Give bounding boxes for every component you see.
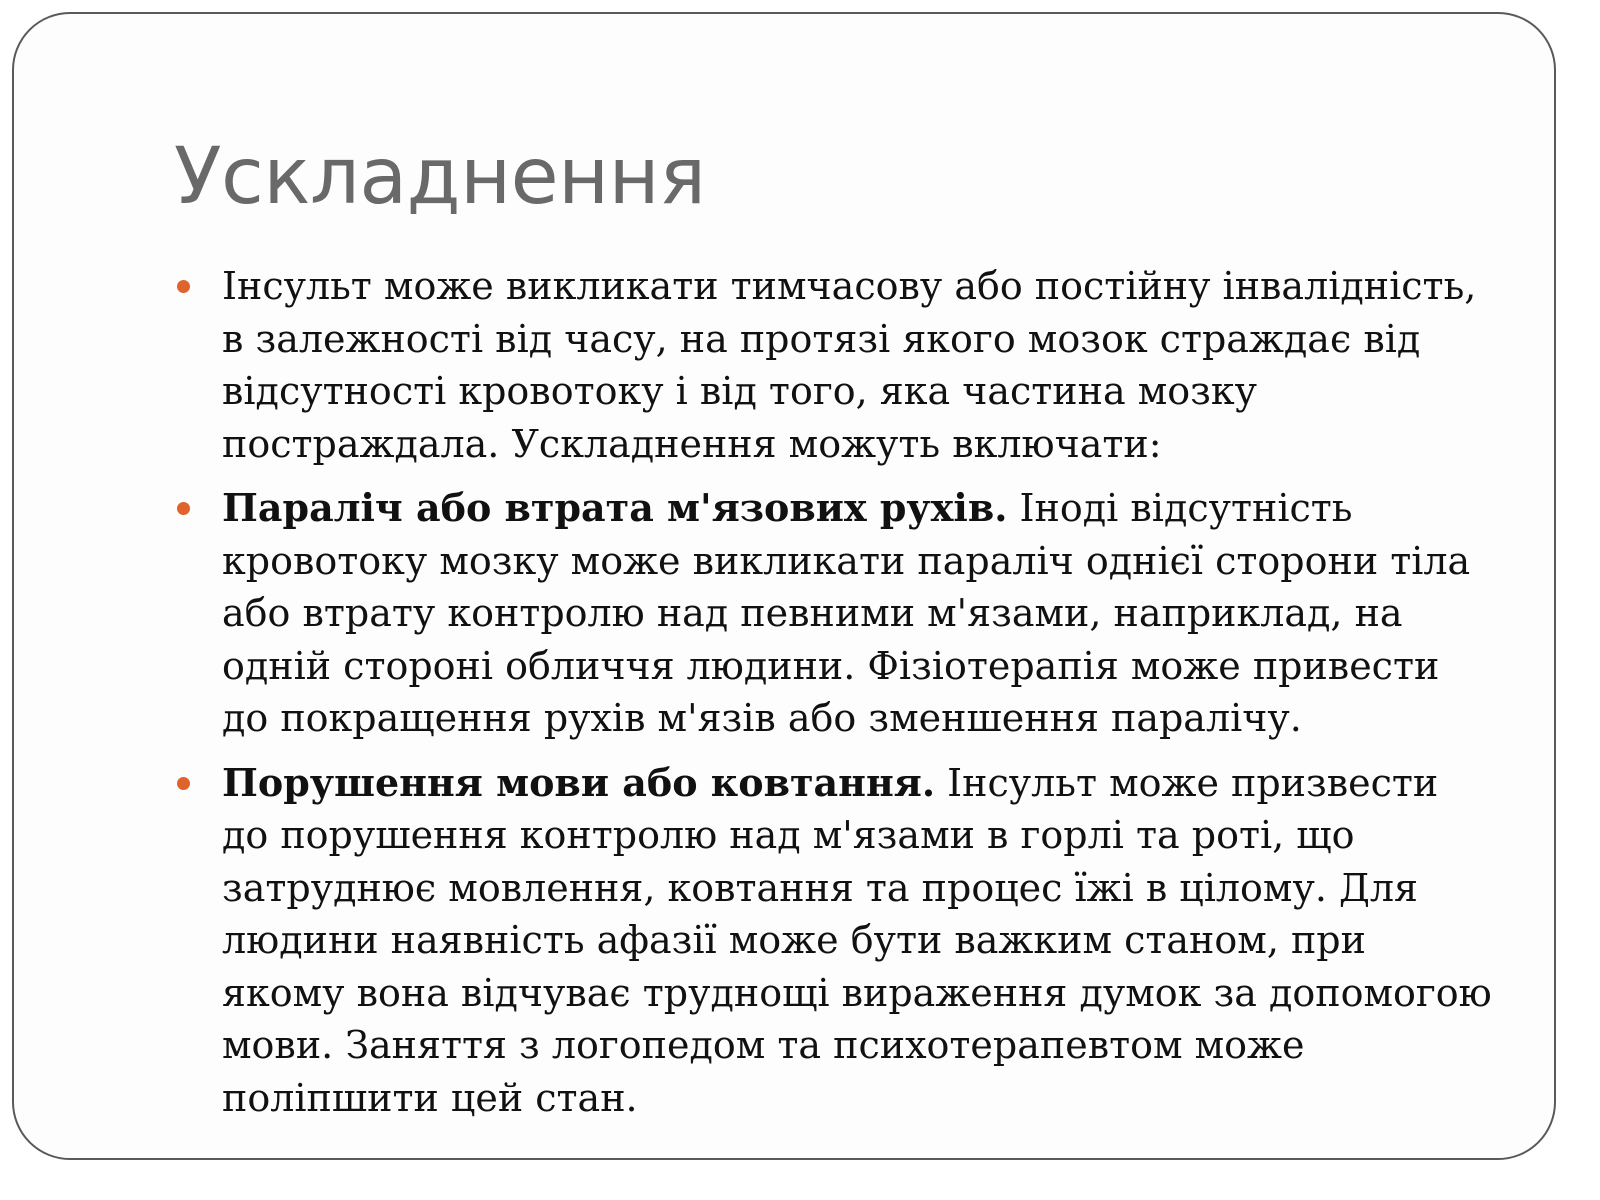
list-item [174,757,1494,1125]
bullet-text [222,264,1476,466]
bullet-dot-icon [177,502,190,515]
bullet-text [222,486,1470,740]
bullet-heading: Параліч або втрата м'язових рухів. [222,485,1008,530]
list-item [174,482,1494,745]
slide-title: Ускладнення [174,132,706,222]
list-item [174,260,1494,470]
bullet-text-body: Інсульт може призвести до порушення контролю над м'язами в горлі та роті, що затруднює мовлення, ковтання та процес їжі в цілому. Для людини наявність афазії може бути важким станом, при якому вона відчуває труднощі вираження думок за допомогою мови. Заняття з логопедом та психотерапевтом може поліпшити цей стан. [222,760,1492,1120]
slide [12,12,1556,1160]
bullet-dot-icon [177,777,190,790]
bullet-list [174,260,1494,1136]
bullet-dot-icon [177,280,190,293]
bullet-text-body: Інсульт може викликати тимчасову або постійну інвалідність, в залежності від часу, на протязі якого мозок страждає від відсутності кровотоку і від того, яка частина мозку постраждала. Ускладнення можуть включати: [222,264,1477,466]
bullet-text [222,761,1492,1120]
bullet-heading: Порушення мови або ковтання. [222,759,936,805]
bullet-text-body: Іноді відсутність кровотоку мозку може викликати параліч однієї сторони тіла або втрату контролю над певними м'язами, наприклад, на одній стороні обличчя людини. Фізіотерапія може привести до покращення рухів м'язів або зменшення паралічу. [222,486,1471,740]
